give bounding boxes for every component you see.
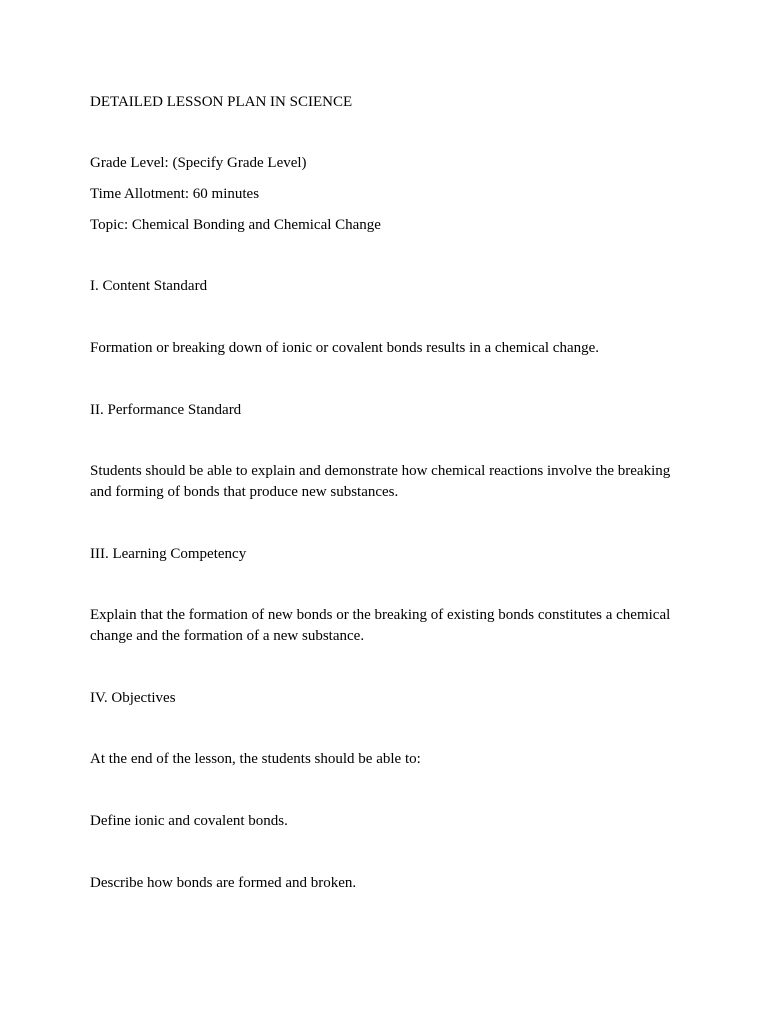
- objective-item: Describe how bonds are formed and broken.: [90, 875, 357, 891]
- section-body-performance-standard: Students should be able to explain and demonstrate how chemical reactions involve the breaking and forming of bonds that produce new substances.: [90, 463, 671, 500]
- section-heading-learning-competency: III. Learning Competency: [90, 546, 247, 562]
- objective-item: Define ionic and covalent bonds.: [90, 813, 288, 829]
- document-title: DETAILED LESSON PLAN IN SCIENCE: [90, 94, 353, 110]
- time-allotment: Time Allotment: 60 minutes: [90, 186, 260, 202]
- section-body-learning-competency: Explain that the formation of new bonds or the breaking of existing bonds constitutes a chemical change and the formation of a new substance.: [90, 607, 671, 644]
- section-heading-objectives: IV. Objectives: [90, 690, 176, 706]
- section-body-objectives: At the end of the lesson, the students should be able to:: [90, 751, 421, 767]
- grade-level: Grade Level: (Specify Grade Level): [90, 155, 307, 171]
- section-heading-performance-standard: II. Performance Standard: [90, 402, 242, 418]
- section-heading-content-standard: I. Content Standard: [90, 278, 208, 294]
- topic: Topic: Chemical Bonding and Chemical Change: [90, 217, 381, 233]
- section-body-content-standard: Formation or breaking down of ionic or covalent bonds results in a chemical change.: [90, 340, 600, 356]
